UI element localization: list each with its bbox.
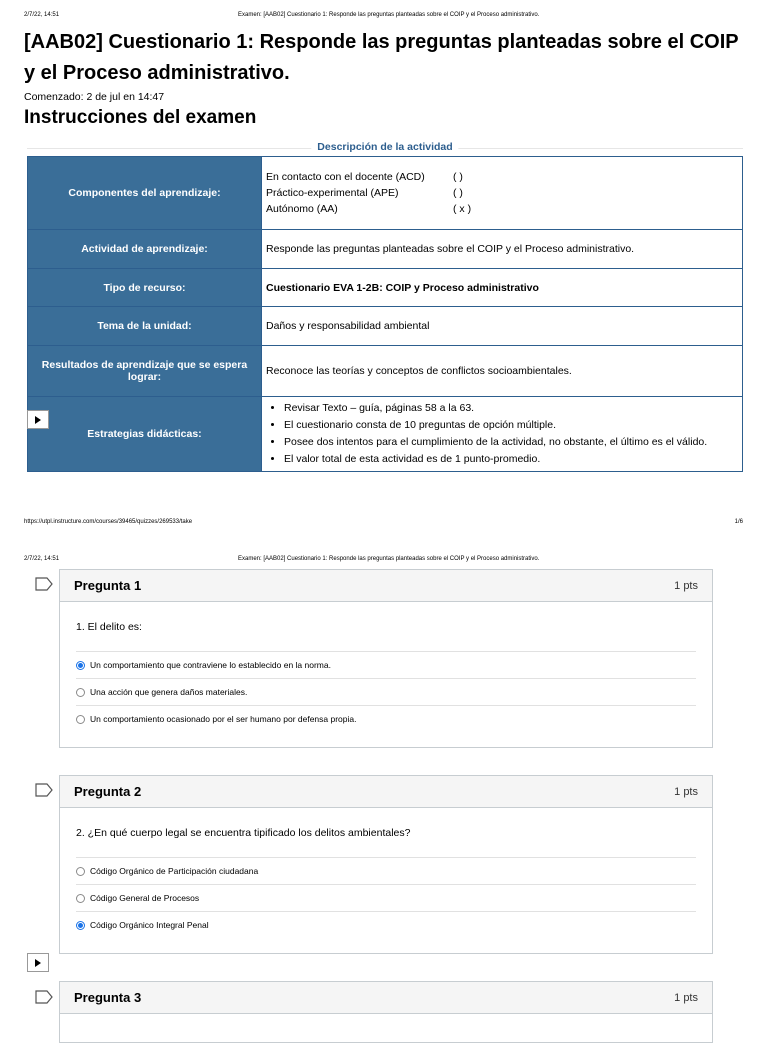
radio-selected-icon[interactable] (76, 661, 85, 670)
play-button[interactable] (27, 953, 49, 972)
question-points: 1 pts (674, 785, 698, 798)
activity-table (27, 156, 743, 472)
theme-label: Tema de la unidad: (28, 307, 262, 346)
row-theme (28, 307, 743, 346)
results-value: Reconoce las teorías y conceptos de conflictos socioambientales. (262, 346, 743, 397)
strategy-item: • El valor total de esta actividad es de 1 punto-promedio. (284, 451, 738, 468)
question-text: 2. ¿En qué cuerpo legal se encuentra tipificado los delitos ambientales? (76, 827, 411, 839)
flag-question-icon[interactable] (35, 577, 53, 591)
question-points: 1 pts (674, 579, 698, 592)
components-value (262, 157, 743, 230)
activity-value: Responde las preguntas planteadas sobre el COIP y el Proceso administrativo. (262, 230, 743, 269)
answer-label: Un comportamiento ocasionado por el ser humano por defensa propia. (90, 714, 357, 724)
activity-label: Actividad de aprendizaje: (28, 230, 262, 269)
radio-icon[interactable] (76, 715, 85, 724)
question-title: Pregunta 3 (74, 990, 142, 1005)
question-header (60, 570, 712, 602)
results-label: Resultados de aprendizaje que se espera lograr: (28, 346, 262, 397)
answer-option[interactable] (76, 884, 696, 911)
activity-description-heading (27, 141, 743, 154)
answer-option[interactable] (76, 705, 696, 732)
row-activity (28, 230, 743, 269)
instructions-title: Instrucciones del examen (24, 107, 257, 128)
print-datetime: 2/7/22, 14:51 (24, 12, 60, 18)
play-icon (35, 416, 41, 424)
answer-option[interactable] (76, 857, 696, 884)
question-card (59, 981, 713, 1043)
started-text: Comenzado: 2 de jul en 14:47 (24, 91, 165, 103)
row-results (28, 346, 743, 397)
row-resource (28, 269, 743, 307)
radio-icon[interactable] (76, 867, 85, 876)
flag-question-icon[interactable] (35, 783, 53, 797)
answer-option[interactable] (76, 651, 696, 678)
strategies-label: Estrategias didácticas: (28, 397, 262, 472)
page-title: [AAB02] Cuestionario 1: Responde las preguntas planteadas sobre el COIP y el Proceso administrativo. (24, 31, 739, 84)
row-components (28, 157, 743, 230)
row-strategies (28, 397, 743, 472)
answer-label: Código General de Procesos (90, 893, 200, 903)
play-button[interactable] (27, 410, 49, 429)
print-title: Examen: [AAB02] Cuestionario 1: Responde las preguntas planteadas sobre el COIP y el Proceso administrativo. (238, 556, 540, 562)
radio-icon[interactable] (76, 688, 85, 697)
print-page-number: 1/6 (734, 519, 743, 525)
answer-option[interactable] (76, 911, 696, 938)
component-aa: Autónomo (AA) ( x ) (266, 203, 472, 215)
flag-question-icon[interactable] (35, 990, 53, 1004)
question-body (60, 808, 712, 938)
print-url: https://utpl.instructure.com/courses/39465/quizzes/269533/take (24, 519, 193, 525)
answer-label: Un comportamiento que contraviene lo establecido en la norma. (90, 660, 331, 670)
play-icon (35, 959, 41, 967)
question-body (60, 602, 712, 732)
strategy-item: • El cuestionario consta de 10 preguntas de opción múltiple. (284, 417, 738, 434)
resource-label: Tipo de recurso: (28, 269, 262, 307)
print-title: Examen: [AAB02] Cuestionario 1: Responde las preguntas planteadas sobre el COIP y el Proceso administrativo. (238, 12, 540, 18)
radio-icon[interactable] (76, 894, 85, 903)
question-title: Pregunta 2 (74, 784, 142, 799)
component-ape: Práctico-experimental (APE) ( ) (266, 187, 463, 199)
component-acd: En contacto con el docente (ACD) ( ) (266, 171, 463, 183)
answer-option[interactable] (76, 678, 696, 705)
question-text: 1. El delito es: (76, 621, 142, 633)
strategies-value (262, 397, 743, 472)
question-header (60, 776, 712, 808)
strategy-item: • Revisar Texto – guía, páginas 58 a la 63. (284, 400, 738, 417)
activity-description-title: Descripción de la actividad (311, 141, 458, 153)
question-card (59, 775, 713, 954)
strategies-list (266, 400, 738, 468)
question-title: Pregunta 1 (74, 578, 142, 593)
strategy-item: • Posee dos intentos para el cumplimiento de la actividad, no obstante, el último es el válido. (284, 434, 738, 451)
theme-value: Daños y responsabilidad ambiental (262, 307, 743, 346)
question-header (60, 982, 712, 1014)
resource-value: Cuestionario EVA 1-2B: COIP y Proceso administrativo (262, 269, 743, 307)
print-datetime: 2/7/22, 14:51 (24, 556, 60, 562)
answer-label: Código Orgánico Integral Penal (90, 920, 209, 930)
components-label: Componentes del aprendizaje: (28, 157, 262, 230)
radio-selected-icon[interactable] (76, 921, 85, 930)
question-card (59, 569, 713, 748)
answer-label: Una acción que genera daños materiales. (90, 687, 248, 697)
answer-label: Código Orgánico de Participación ciudadana (90, 866, 259, 876)
question-points: 1 pts (674, 991, 698, 1004)
